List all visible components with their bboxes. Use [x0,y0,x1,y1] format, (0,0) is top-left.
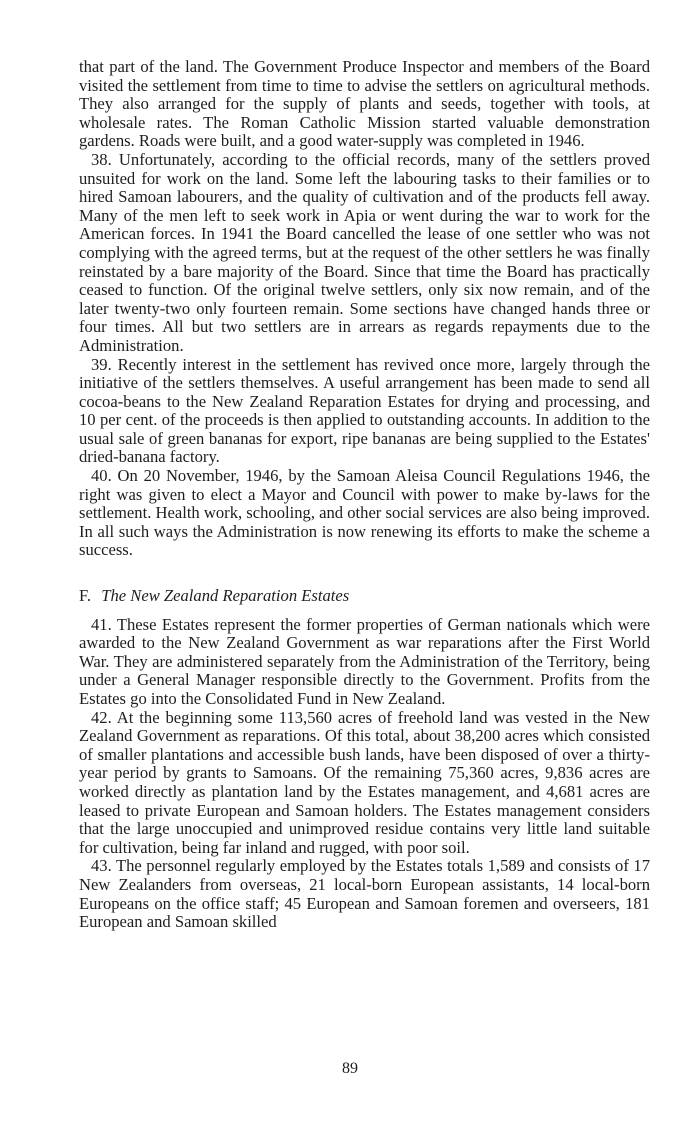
paragraph-43: 43. The personnel regularly employed by the Estates totals 1,589 and consists of 17 New Zealanders from overseas, 21 local-born European assistants, 14 local-born Europeans on the office staff; 45 European and Samoan foremen and overseers, 181 European and Samoan skilled [79,856,650,932]
paragraph-38: 38. Unfortunately, according to the official records, many of the settlers proved unsuited for work on the land. Some left the labouring tasks to their families or to hired Samoan labourers, and the quality of cultivation and of the products fell away. Many of the men left to seek work in Apia or went during the war to work for the American forces. In 1941 the Board cancelled the lease of one settler who was not complying with the agreed terms, but at the request of the other settlers he was finally reinstated by a bare majority of the Board. Since that time the Board has practically ceased to function. Of the original twelve settlers, only six now remain, and of the later twenty-two only fourteen remain. Some sections have changed hands three or four times. All but two settlers are in arrears as regards repayments due to the Administration. [79,149,650,355]
section-heading [79,587,650,606]
document-page [79,58,650,932]
section-letter: F. [79,586,92,606]
paragraph-41: 41. These Estates represent the former properties of German nationals which were awarded to the New Zealand Government as war reparations after the First World War. They are administered separately from the Administration of the Territory, being under a General Manager responsible directly to the Government. Profits from the Estates go into the Consolidated Fund in New Zealand. [79,614,650,708]
paragraph-40: 40. On 20 November, 1946, by the Samoan Aleisa Council Regulations 1946, the right was given to elect a Mayor and Council with power to make by-laws for the settlement. Health work, schooling, and other social services are also being improved. In all such ways the Administration is now renewing its efforts to make the scheme a success. [79,466,650,560]
section-title: The New Zealand Reparation Estates [101,586,350,606]
paragraph-39: 39. Recently interest in the settlement has revived once more, largely through the initiative of the settlers themselves. A useful arrangement has been made to send all cocoa-beans to the New Zealand Reparation Estates for drying and processing, and 10 per cent. of the proceeds is then applied to outstanding accounts. In addition to the usual sale of green bananas for export, ripe bananas are being supplied to the Estates' dried-banana factory. [79,354,650,467]
paragraph-42: 42. At the beginning some 113,560 acres of freehold land was vested in the New Zealand Government as reparations. Of this total, about 38,200 acres which consisted of smaller plantations and accessible bush lands, have been disposed of over a thirty-year period by grants to Samoans. Of the remaining 75,360 acres, 9,836 acres are worked directly as plantation land by the Estates management, and 4,681 acres are leased to private European and Samoan holders. The Estates management considers that the large unoccupied and unimproved residue contains very little land suitable for cultivation, being far inland and rugged, with poor soil. [79,707,650,857]
page-number: 89 [342,1060,358,1077]
paragraph-continued: that part of the land. The Government Produce Inspector and members of the Board visited the settlement from time to time to advise the settlers on agricultural methods. They also arranged for the supply of plants and seeds, together with tools, at wholesale rates. The Roman Catholic Mission started valuable demonstration gardens. Roads were built, and a good water-supply was completed in 1946. [79,57,650,151]
